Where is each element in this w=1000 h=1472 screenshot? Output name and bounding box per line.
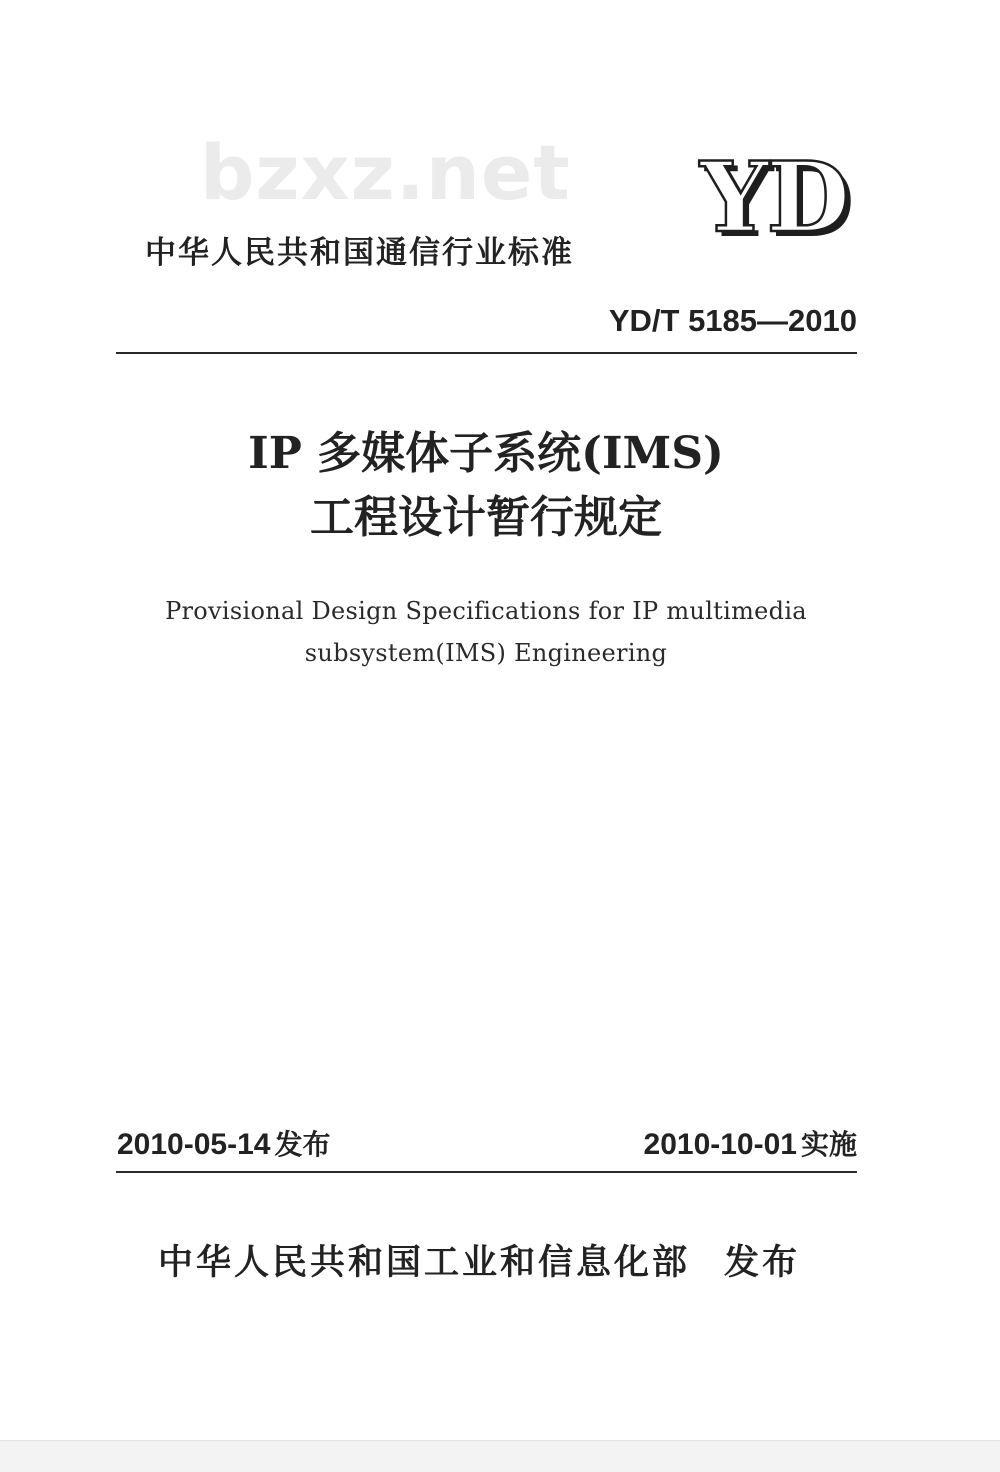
issuer-action: 发布 [724, 1243, 801, 1283]
publish-date-value: 2010-05-14 [117, 1128, 271, 1161]
chinese-title-line-1: IP 多媒体子系统(IMS) [248, 428, 724, 479]
implement-label: 实施 [800, 1128, 857, 1161]
publish-date [117, 1123, 330, 1163]
watermark: bzxz.net [200, 128, 571, 217]
english-title-line-1: Provisional Design Specifications for IP multimedia [165, 597, 807, 625]
bottom-divider [116, 1171, 857, 1173]
publish-label: 发布 [274, 1128, 331, 1161]
yd-logo: YD [700, 141, 848, 254]
implement-date [644, 1123, 857, 1163]
implement-date-value: 2010-10-01 [643, 1128, 797, 1161]
top-divider [116, 352, 857, 354]
chinese-title-line-2: 工程设计暂行规定 [310, 492, 662, 543]
viewer-bottom-strip [0, 1440, 1000, 1472]
issuing-authority [158, 1235, 800, 1285]
standard-number: YD/T 5185—2010 [608, 303, 857, 338]
industry-standard-title: 中华人民共和国通信行业标准 [145, 235, 574, 271]
issuer-name: 中华人民共和国工业和信息化部 [158, 1243, 691, 1283]
english-title-line-2: subsystem(IMS) Engineering [304, 639, 668, 667]
